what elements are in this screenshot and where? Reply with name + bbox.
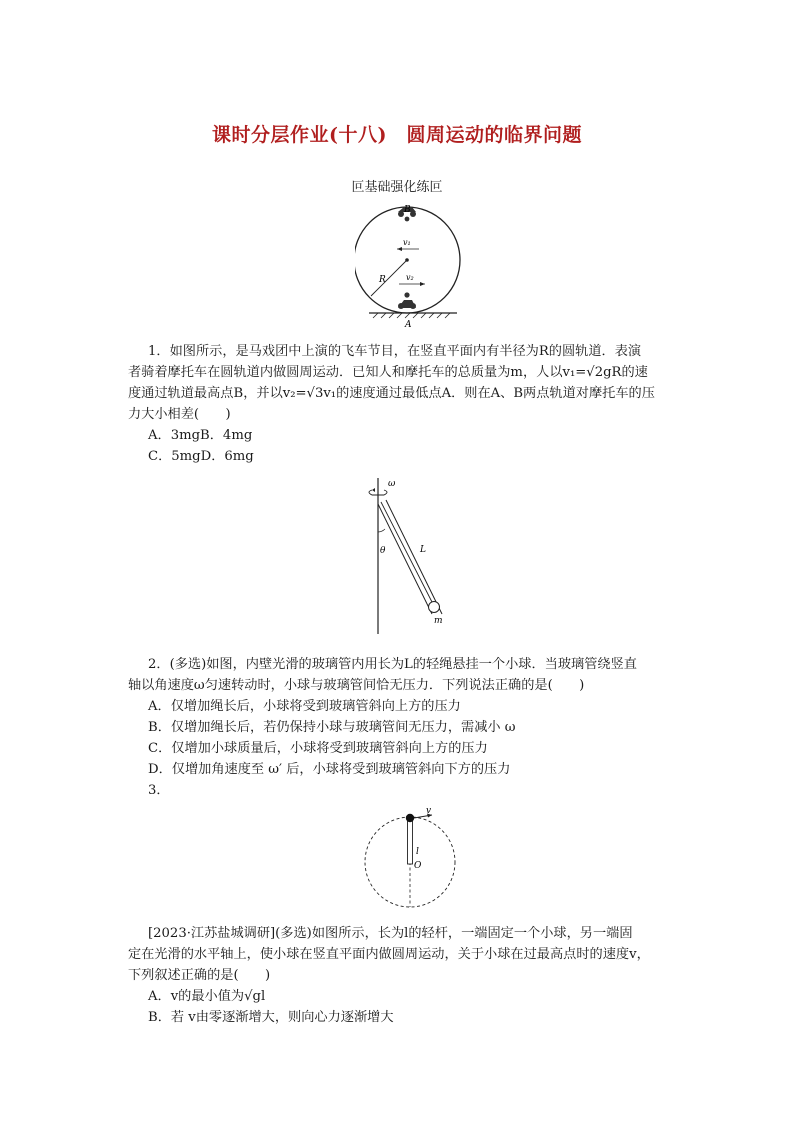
label-m: m bbox=[434, 616, 443, 626]
label-v2: v₂ bbox=[406, 273, 414, 282]
q2-option-a: A．仅增加绳长后，小球将受到玻璃管斜向上方的压力 bbox=[148, 699, 461, 714]
radius-line bbox=[371, 260, 407, 296]
ground-hatch bbox=[373, 313, 450, 318]
q1-options-cd: C．5mgD．6mg bbox=[148, 449, 254, 464]
tube-wall-right bbox=[386, 500, 442, 614]
figure-loop-track bbox=[355, 200, 465, 332]
label-O: O bbox=[414, 861, 422, 871]
tube-wall-left bbox=[378, 504, 432, 614]
label-A: A bbox=[405, 320, 412, 330]
q3-line-3: 下列叙述正确的是( ) bbox=[128, 968, 271, 983]
q1-line-2: 者骑着摩托车在圆轨道内做圆周运动．已知人和摩托车的总质量为m，人以v₁=√2gR的速 bbox=[128, 365, 648, 380]
label-v: v bbox=[426, 806, 432, 816]
q3-line-1: [2023·江苏盐城调研](多选)如图所示，长为l的轻杆，一端固定一个小球，另一端固 bbox=[148, 926, 633, 941]
q1-options-ab: A．3mgB．4mg bbox=[148, 428, 253, 443]
section-heading: 叵基础强化练叵 bbox=[351, 180, 443, 195]
angle-arc bbox=[378, 529, 385, 532]
label-omega: ω bbox=[388, 479, 396, 489]
label-R: R bbox=[379, 275, 386, 285]
q2-line-2: 轴以角速度ω匀速转动时，小球与玻璃管间恰无压力．下列说法正确的是( ) bbox=[128, 678, 585, 693]
ball-top bbox=[406, 814, 414, 822]
q3-line-2: 定在光滑的水平轴上，使小球在竖直平面内做圆周运动，关于小球在过最高点时的速度v， bbox=[128, 947, 650, 962]
rider-bottom-icon bbox=[398, 292, 416, 309]
q3-option-b: B．若 v由零逐渐增大，则向心力逐渐增大 bbox=[148, 1010, 394, 1025]
label-v1: v₁ bbox=[403, 238, 411, 247]
rod bbox=[408, 819, 413, 864]
q3-option-a: A．v的最小值为√gl bbox=[148, 989, 266, 1004]
q2-option-c: C．仅增加小球质量后，小球将受到玻璃管斜向上方的压力 bbox=[148, 741, 488, 756]
page-title: 课时分层作业(十八) 圆周运动的临界问题 bbox=[212, 124, 582, 146]
q2-line-1: 2．(多选)如图，内壁光滑的玻璃管内用长为L的轻绳悬挂一个小球．当玻璃管绕竖直 bbox=[148, 657, 637, 672]
q2-option-d: D．仅增加角速度至 ω′ 后，小球将受到玻璃管斜向下方的压力 bbox=[148, 762, 511, 777]
q2-option-b: B．仅增加绳长后，若仍保持小球与玻璃管间无压力，需减小 ω bbox=[148, 720, 516, 735]
q1-line-1: 1．如图所示，是马戏团中上演的飞车节目，在竖直平面内有半径为R的圆轨道．表演 bbox=[148, 344, 642, 359]
label-l: l bbox=[416, 847, 419, 857]
q1-line-3: 度通过轨道最高点B，并以v₂=√3v₁的速度通过最低点A．则在A、B两点轨道对摩托车的压 bbox=[128, 386, 655, 401]
label-B: B bbox=[404, 205, 411, 215]
ball bbox=[429, 602, 440, 613]
figure-rod-circle bbox=[362, 804, 462, 912]
label-L: L bbox=[420, 545, 426, 555]
label-theta: θ bbox=[380, 546, 386, 556]
q3-number: 3． bbox=[148, 783, 170, 798]
q1-line-4: 力大小相差( ) bbox=[128, 407, 231, 422]
figure-glass-tube bbox=[362, 474, 462, 636]
